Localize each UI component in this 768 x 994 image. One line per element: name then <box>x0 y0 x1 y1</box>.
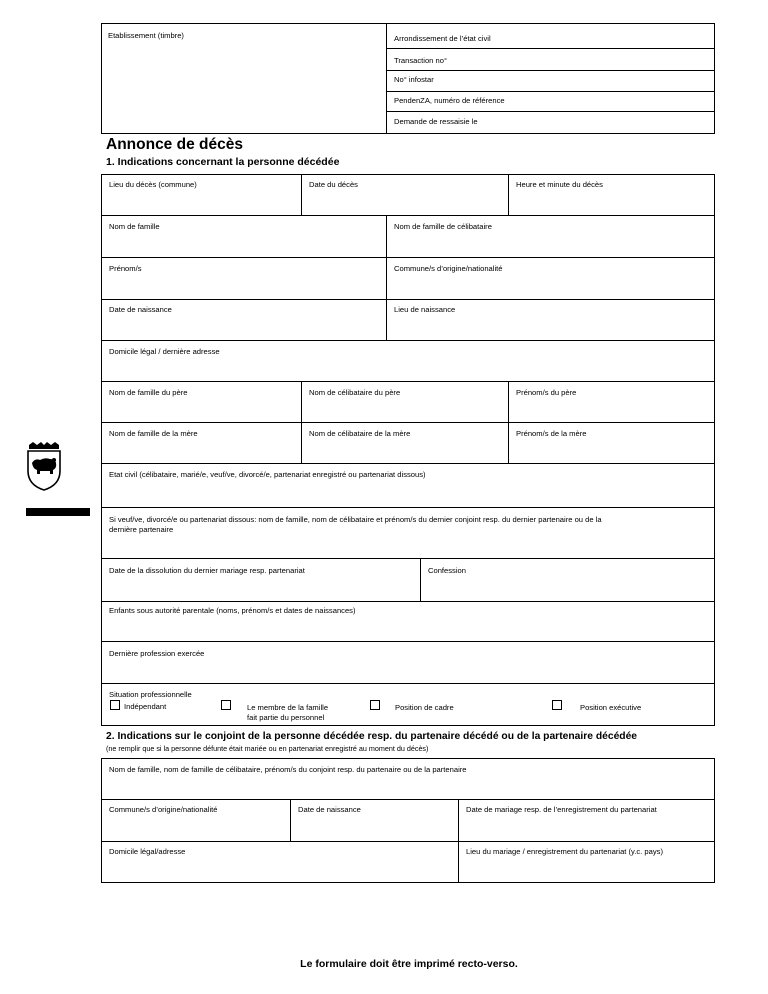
membre-famille-checkbox[interactable] <box>221 700 231 710</box>
pendenza-label: PendenZA, numéro de référence <box>394 96 505 105</box>
domicile-label: Domicile légal / dernière adresse <box>109 347 220 356</box>
nom-famille-label: Nom de famille <box>109 222 160 231</box>
executive-label: Position exécutive <box>580 703 642 712</box>
nom-celibataire-label: Nom de famille de célibataire <box>394 222 492 231</box>
mere-prenom-label: Prénom/s de la mère <box>516 429 587 438</box>
section2-heading: 2. Indications sur le conjoint de la personne décédée resp. du partenaire décédé ou de la partenaire décédée <box>106 731 638 742</box>
mere-celib-label: Nom de célibataire de la mère <box>309 429 411 438</box>
infostar-label: No° infostar <box>394 75 434 84</box>
conjoint-date-naissance-label: Date de naissance <box>298 805 361 814</box>
cadre-label: Position de cadre <box>395 703 454 712</box>
page-title: Annonce de décès <box>106 136 243 153</box>
logo-bar <box>26 508 90 516</box>
ressaisie-label: Demande de ressaisie le <box>394 117 478 126</box>
lieu-mariage-label: Lieu du mariage / enregistrement du partenariat (y.c. pays) <box>466 847 663 856</box>
enfants-label: Enfants sous autorité parentale (noms, prénom/s et dates de naissances) <box>109 606 356 615</box>
mere-nom-label: Nom de famille de la mère <box>109 429 198 438</box>
coat-of-arms-logo <box>26 441 62 491</box>
etat-civil-label: Etat civil (célibataire, marié/e, veuf/ve, divorcé/e, partenariat enregistré ou partenariat dissous) <box>109 470 426 479</box>
origine-label: Commune/s d’origine/nationalité <box>394 264 503 273</box>
establishment-label: Etablissement (timbre) <box>108 31 184 40</box>
date-naissance-label: Date de naissance <box>109 305 172 314</box>
lieu-deces-label: Lieu du décès (commune) <box>109 180 197 189</box>
section2-table <box>101 758 715 883</box>
cadre-checkbox[interactable] <box>370 700 380 710</box>
executive-checkbox[interactable] <box>552 700 562 710</box>
nom-conjoint-label: Nom de famille, nom de famille de célibataire, prénom/s du conjoint resp. du partenaire ou de la partenaire <box>109 765 467 774</box>
heure-deces-label: Heure et minute du décès <box>516 180 603 189</box>
membre-famille-label-line2: fait partie du personnel <box>247 713 325 722</box>
footer-note: Le formulaire doit être imprimé recto-verso. <box>300 958 518 970</box>
section2-note: (ne remplir que si la personne défunte était mariée ou en partenariat enregistré au moment du décès) <box>106 744 429 753</box>
date-mariage-label: Date de mariage resp. de l’enregistrement du partenariat <box>466 805 657 814</box>
conjoint-domicile-label: Domicile légal/adresse <box>109 847 186 856</box>
conjoint-label-line2: dernière partenaire <box>109 525 174 534</box>
lieu-naissance-label: Lieu de naissance <box>394 305 456 314</box>
membre-famille-label-line1: Le membre de la famille <box>247 703 329 712</box>
arrondissement-label: Arrondissement de l’état civil <box>394 34 491 43</box>
pere-celib-label: Nom de célibataire du père <box>309 388 401 397</box>
pere-nom-label: Nom de famille du père <box>109 388 188 397</box>
transaction-label: Transaction no° <box>394 56 447 65</box>
date-dissolution-label: Date de la dissolution du dernier mariage resp. partenariat <box>109 566 305 575</box>
situation-label: Situation professionnelle <box>109 690 192 699</box>
independant-checkbox[interactable] <box>110 700 120 710</box>
conjoint-origine-label: Commune/s d’origine/nationalité <box>109 805 218 814</box>
prenoms-label: Prénom/s <box>109 264 142 273</box>
date-deces-label: Date du décès <box>309 180 358 189</box>
profession-label: Dernière profession exercée <box>109 649 205 658</box>
independant-label: Indépendant <box>124 702 167 711</box>
confession-label: Confession <box>428 566 466 575</box>
section1-heading: 1. Indications concernant la personne décédée <box>106 156 340 168</box>
conjoint-label-line1: Si veuf/ve, divorcé/e ou partenariat dissous: nom de famille, nom de célibataire et prénom/s du dernier conjoint resp. du dernier partenaire ou de la <box>109 515 602 524</box>
pere-prenom-label: Prénom/s du père <box>516 388 577 397</box>
